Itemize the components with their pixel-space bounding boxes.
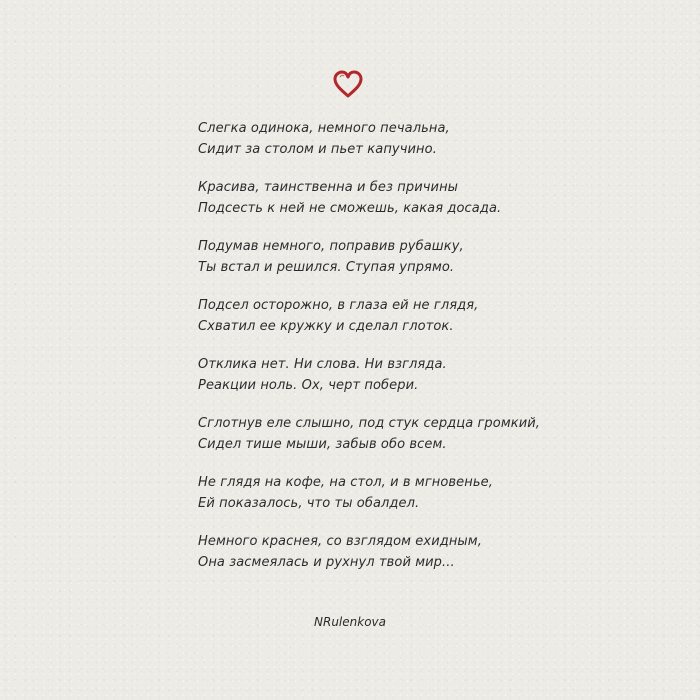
author-signature: NRulenkova xyxy=(314,615,386,629)
stanza xyxy=(198,472,558,514)
poem-line: Ей показалось, что ты обалдел. xyxy=(198,496,420,511)
poem-line: Схватил ее кружку и сделал глоток. xyxy=(198,319,454,334)
stanza xyxy=(198,531,558,573)
poem-line: Реакции ноль. Ох, черт побери. xyxy=(198,378,419,393)
stanza xyxy=(198,413,558,455)
stanza xyxy=(198,177,558,219)
poem-line: Сидит за столом и пьет капучино. xyxy=(198,142,437,157)
poem-line: Подумав немного, поправив рубашку, xyxy=(198,239,464,254)
poem-line: Сидел тише мыши, забыв обо всем. xyxy=(198,437,447,452)
stanza xyxy=(198,236,558,278)
poem-line: Не глядя на кофе, на стол, и в мгновенье, xyxy=(198,475,493,490)
poem-line: Она засмеялась и рухнул твой мир... xyxy=(198,555,455,570)
stanza xyxy=(198,295,558,337)
poem-line: Подсесть к ней не сможешь, какая досада. xyxy=(198,201,502,216)
poem-line: Подсел осторожно, в глаза ей не глядя, xyxy=(198,298,479,313)
poem-line: Ты встал и решился. Ступая упрямо. xyxy=(198,260,455,275)
poem-line: Немного краснея, со взглядом ехидным, xyxy=(198,534,482,549)
heart-icon xyxy=(331,69,365,99)
stanza xyxy=(198,118,558,160)
poem-line: Слегка одинока, немного печальна, xyxy=(198,121,450,136)
poem-line: Сглотнув еле слышно, под стук сердца громкий, xyxy=(198,416,541,431)
poem-line: Отклика нет. Ни слова. Ни взгляда. xyxy=(198,357,447,372)
stanza xyxy=(198,354,558,396)
poem-body xyxy=(198,118,558,590)
poem-line: Красива, таинственна и без причины xyxy=(198,180,459,195)
